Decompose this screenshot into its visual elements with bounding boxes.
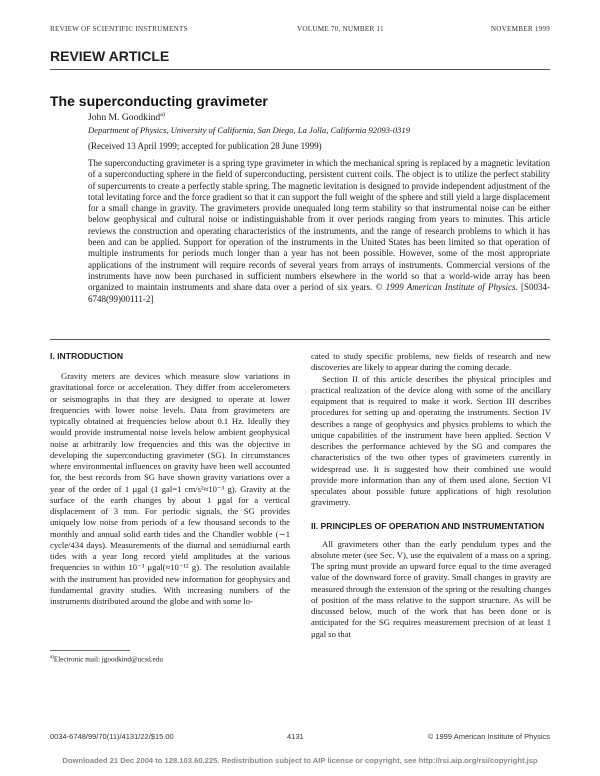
abstract-copyright: © 1999 American Institute of Physics.: [375, 282, 518, 293]
page-number: 4131: [287, 732, 304, 741]
author-name: John M. Goodkind: [88, 112, 161, 124]
footer-copyright: © 1999 American Institute of Physics: [427, 732, 550, 741]
abstract-code: [S0034-6748(99)00111-2]: [88, 282, 551, 304]
article-title: The superconducting gravimeter: [50, 93, 268, 109]
section-1-paragraph-1: Gravity meters are devices which measure slow variations in gravitational force or acceleration. They differ from accelerometers or seismographs in that they are designed to operate at lower frequencies with lower noise levels. Data from gravimeters are typically obtained at frequencies below about 0.1 Hz. Ideally they would provide instrumental noise levels below ambient geophysical noise at arbitrarily low frequencies and this was the objective in developing the superconducting gravimeter (SG). In circumstances where environmental influences on gravity have been well accounted for, the best records from SG have shown gravity variations over a year of the order of 1 μgal (1 gal=1 cm/s²≈10⁻³ g). Gravity at the surface of the earth changes by about 1 μgal for a vertical displacement of 3 mm. For periodic signals, the SG provides uniquely low noise from periods of a few thousand seconds to the monthly and annual solid earth tides and the Chandler wobble (∼1 cycle/434 days). Measurements of the diurnal and semidiurnal earth tides with a year long record yield amplitudes at the various frequencies to within 10⁻³ μgal(≈10⁻¹² g). The resolution available with the instrument has provided new information for geophysics and fundamental gravity studies. With increasing numbers of the instruments distributed around the globe and with some lo-: [50, 371, 290, 606]
author-footnote-mark: a): [160, 112, 165, 118]
footnote-rule: [50, 650, 130, 651]
footnote-text: Electronic mail: jgoodkind@ucsd.edu: [53, 655, 163, 664]
abstract-rule: [50, 339, 550, 340]
running-head-volume: VOLUME 70, NUMBER 11: [297, 25, 384, 33]
received-dates: (Received 13 April 1999; accepted for publication 28 June 1999): [88, 141, 322, 151]
section-2-heading: II. PRINCIPLES OF OPERATION AND INSTRUMENTATION: [311, 520, 545, 531]
abstract-body: The superconducting gravimeter is a spring type gravimeter in which the mechanical spring is replaced by a magnetic levitation of a superconducting sphere in the field of superconducting, persistent current coils. The object is to utilize the perfect stability of supercurrents to create a perfectly stable spring. The magnetic levitation is designed to provide independent adjustment of the total levitating force and the force gradient so that it can support the full weight of the sphere and still yield a large displacement for a small change in gravity. The gravimeters provide unequaled long term stability so that instrumental noise can be either below geophysical and cultural noise or indistinguishable from it over periods ranging from years to minutes. This article reviews the construction and operating characteristics of the instruments, and the range of research problems to which it has been and can be applied. Support for operation of the instruments in the United States has been limited so that operation of multiple instruments for periods much longer than a year has not been possible. However, some of the most appropriate applications of the instrument will require records of several years from arrays of instruments. Commercial versions of the instruments have now been purchased in sufficient numbers elsewhere in the world so that a world-wide array has been organized to maintain instruments and share data over a period of six years.: [88, 158, 550, 293]
affiliation: Department of Physics, University of California, San Diego, La Jolla, California 92093-0319: [88, 125, 411, 135]
section-1-paragraph-2: Section II of this article describes the physical principles and practical realization of the device along with some of the ancillary equipment that is required to make it work. Section III describes procedures for setting up and operating the instruments. Section IV describes a range of geophysics and physics problems to which the unique capabilities of the instrument have been applied. Section V describes the performance achieved by the SG and compares the characteristics of the two other types of gravimeters currently in widespread use. It is suggested how their combined use would provide more information than any of them used alone. Section VI speculates about possible future applications of high resolution gravimetry.: [311, 373, 551, 508]
section-2-paragraph-1: All gravimeters other than the early pendulum types and the absolute meter (see Sec. V), use the equivalent of a mass on a spring. The spring must provide an upward force equal to the time averaged value of the downward force of gravity. Small changes in gravity are measured through the extension of the spring or the resulting changes of position of the mass relative to the support structure. As will be discussed below, much of the work that has been done or is anticipated for the SG requires measurement precision of at least 1 μgal so that: [311, 538, 551, 639]
footnote-mark: a): [50, 655, 54, 660]
header-rule: [50, 69, 550, 70]
download-notice: Downloaded 21 Dec 2004 to 128.103.60.225. Redistribution subject to AIP license or copyright, see http://rsi.aip.org/rsi/copyright.jsp: [62, 756, 538, 765]
running-head-journal: REVIEW OF SCIENTIFIC INSTRUMENTS: [50, 25, 188, 33]
author: [88, 112, 165, 123]
right-column: [311, 351, 551, 640]
footnote: [50, 655, 163, 663]
running-head-date: NOVEMBER 1999: [490, 25, 550, 33]
article-type-label: REVIEW ARTICLE: [50, 48, 170, 64]
section-1-heading: I. INTRODUCTION: [50, 351, 124, 361]
footer-code: 0034-6748/99/70(11)/4131/22/$15.00: [50, 732, 174, 741]
abstract: [88, 158, 550, 305]
section-1-paragraph-1-continued: cated to study specific problems, new fields of research and new discoveries are likely to appear during the coming decade.: [311, 351, 551, 373]
left-column: [50, 351, 290, 607]
